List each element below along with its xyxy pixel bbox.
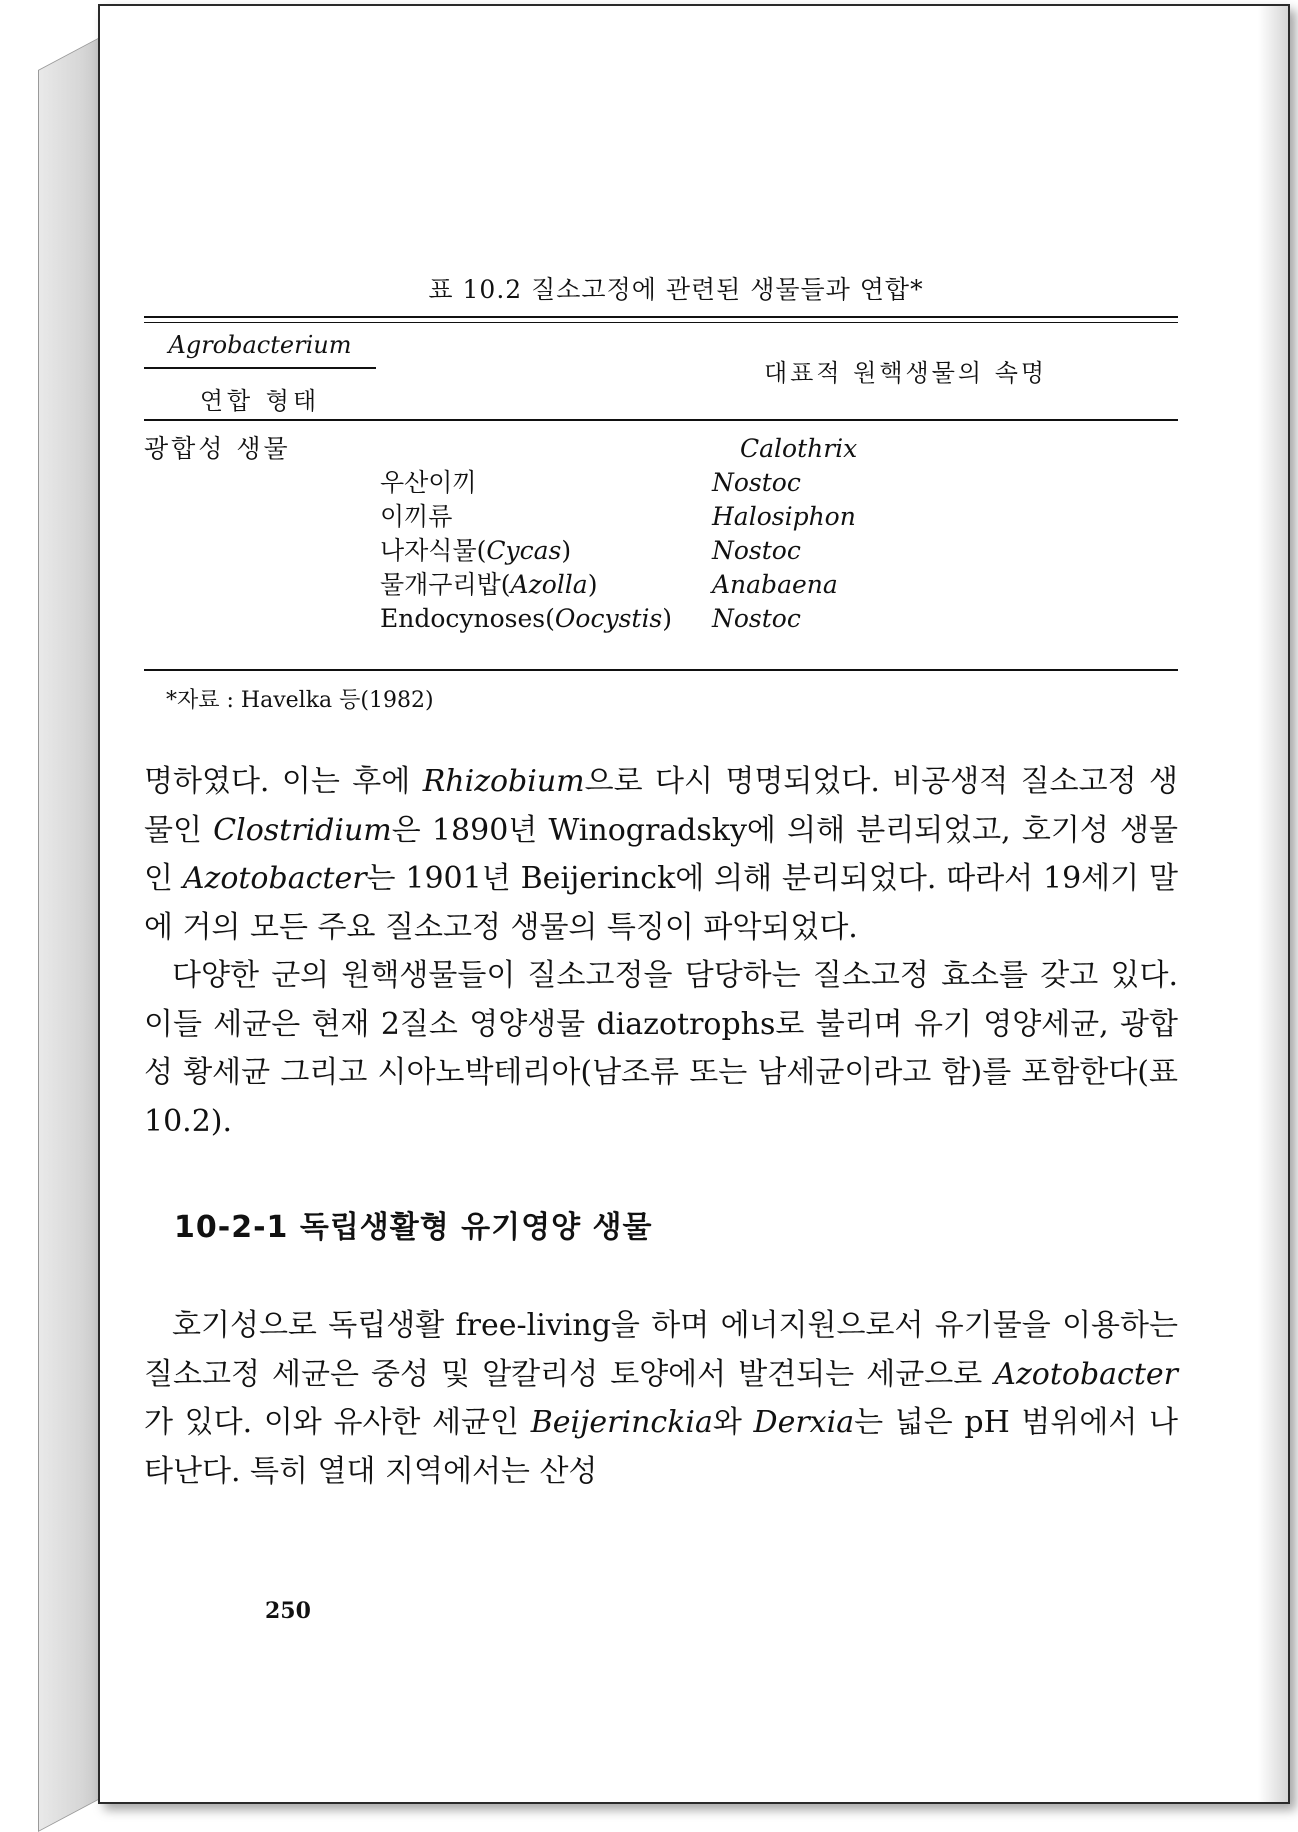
table-title: 표 10.2 질소고정에 관련된 생물들과 연합* [428,275,924,304]
paragraph-3: 호기성으로 독립생활 free-living을 하며 에너지원으로서 유기물을 이용하는 질소고정 세균은 중성 및 알칼리성 토양에서 발견되는 세균으로 Azotobacter가 있다. 이와 유사한 세균인 Beijerinckia와 Derxia는 넓은 pH 범위에서 나타난다. 특히 열대 지역에서는 산성 [144,1308,1178,1489]
page-edge-shade [1258,6,1288,1802]
group-label: 광합성 생물 [144,434,291,463]
table-bottom-rule [144,669,1178,671]
book-spine [38,36,102,1832]
table-header-left [144,331,376,416]
header-genus: 대표적 원핵생물의 속명 [764,359,1048,387]
table-row-assoc: 물개구리밥(Azolla) [380,570,598,599]
table-top-rule [144,316,1178,323]
table-body [144,421,1178,669]
paragraph-1: 명하였다. 이는 후에 Rhizobium으로 다시 명명되었다. 비공생적 질소고정 생물인 Clostridium은 1890년 Winogradsky에 의해 분리되었고, 호기성 생물인 Azotobacter는 1901년 Beijerinck에 의해 분리되었다. 따라서 19세기 말에 거의 모든 주요 질소고정 생물의 특징이 파악되었다. [144,764,1178,945]
table-row-assoc: 우산이끼 [380,468,477,497]
header-agrobacterium: Agrobacterium [144,331,376,369]
table-row-genus: Nostoc [712,536,801,565]
table-row-genus: Anabaena [712,570,838,599]
page-number: 250 [265,1598,311,1624]
paragraph-2: 다양한 군의 원핵생물들이 질소고정을 담당하는 질소고정 효소를 갖고 있다. 이들 세균은 현재 2질소 영양생물 diazotrophs로 불리며 유기 영양세균, 광합성 황세균 그리고 시아노박테리아(남조류 또는 남세균이라고 함)를 포함한다(표 10.2). [144,958,1178,1139]
header-association-type: 연합 형태 [199,387,321,415]
table-row-assoc: Endocynoses(Oocystis) [380,604,673,633]
table-row-assoc: 이끼류 [380,502,453,531]
table-row-assoc: 나자식물(Cycas) [380,536,572,565]
table-row-genus: Nostoc [712,468,801,497]
table-footnote: *자료 : Havelka 등(1982) [166,688,434,713]
group-genus: Calothrix [740,434,858,463]
page-content [144,270,1178,1496]
table-header [144,323,1178,419]
table-row-genus: Nostoc [712,604,801,633]
table-row-genus: Halosiphon [712,502,856,531]
section-heading: 10-2-1 독립생활형 유기영양 생물 [174,1210,653,1245]
